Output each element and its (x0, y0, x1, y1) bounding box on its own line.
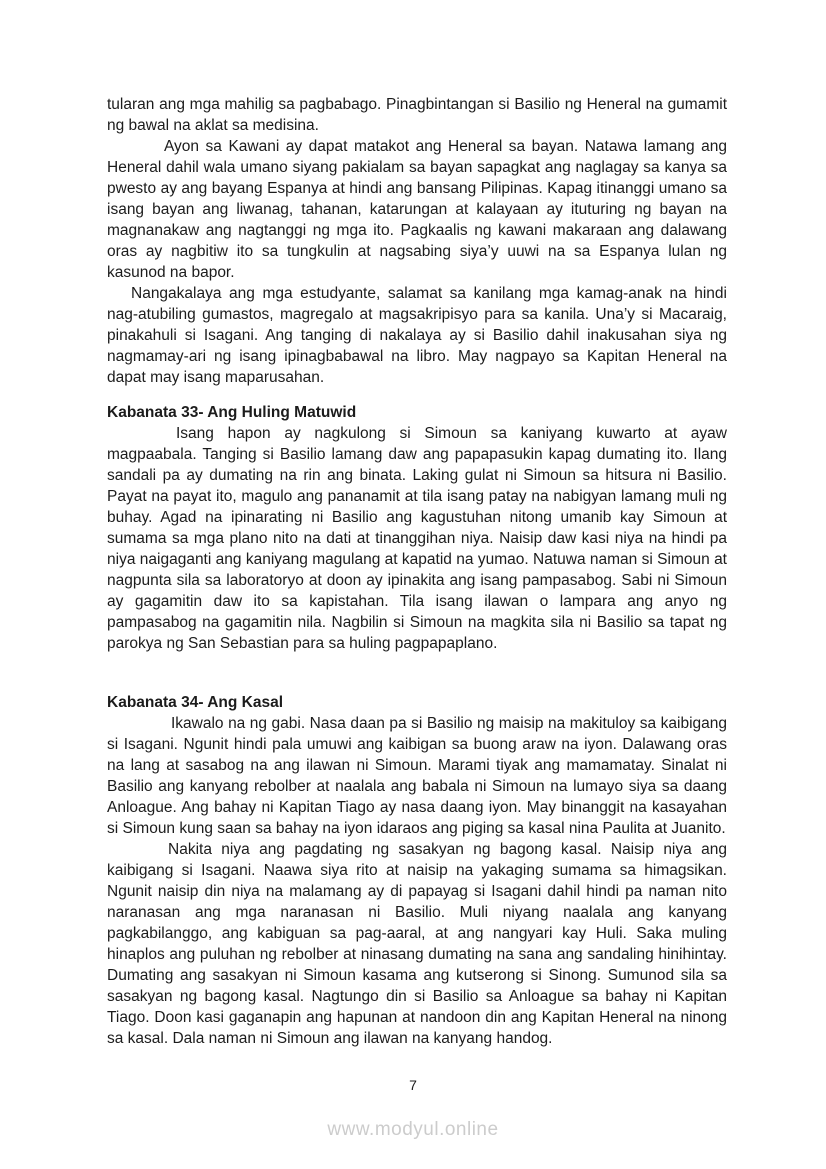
paragraph-continuation: tularan ang mga mahilig sa pagbabago. Pinagbintangan si Basilio ng Heneral na gumamit ng bawal na aklat sa medisina. (107, 96, 727, 134)
paragraph: Nangakalaya ang mga estudyante, salamat sa kanilang mga kamag-anak na hindi nag-atubiling gumastos, magregalo at magsakripisyo para sa kanila. Una’y si Macaraig, pinakahuli si Isagani. Ang tanging di nakalaya ay si Basilio dahil inakusahan siya ng nagmamay-ari ng isang ipinagbabawal na libro. May nagpayo sa Kapitan Heneral na dapat may isang maparusahan. (107, 285, 727, 386)
paragraph: Ikawalo na ng gabi. Nasa daan pa si Basilio ng maisip na makituloy sa kaibigang si Isagani. Ngunit hindi pala umuwi ang kaibigan sa buong araw na iyon. Dalawang oras na lang at sasabog na ang ilawan ni Simoun. Marami tiyak ang mamamatay. Sinalat ni Basilio ang kanyang rebolber at naalala ang babala ni Simoun na lumayo siya sa daang Anloague. Ang bahay ni Kapitan Tiago ay nasa daang iyon. May binanggit na kasayahan si Simoun kung saan sa bahay na iyon idaraos ang piging sa kasal nina Paulita at Juanito. (107, 715, 727, 837)
paragraph: Isang hapon ay nagkulong si Simoun sa kaniyang kuwarto at ayaw magpaabala. Tanging si Basilio lamang daw ang papapasukin kapag dumating ito. Ilang sandali pa ay dumating na rin ang binata. Laking gulat ni Simoun sa hitsura ni Basilio. Payat na payat ito, magulo ang pananamit at tila isang patay na nabigyan lamang muli ng buhay. Agad na ipinarating ni Basilio ang kagustuhan nitong umanib kay Simoun at sumama sa mga plano nito na dati at tinanggihan niya. Naisip daw kasi niya na hindi pa niya naigaganti ang kaniyang magulang at kapatid na yumao. Natuwa naman si Simoun at nagpunta sila sa laboratoryo at doon ay ipinakita ang isang pampasabog. Sabi ni Simoun ay gagamitin daw ito sa kapistahan. Tila isang ilawan o lampara ang anyo ng pampasabog na gagamitin nila. Nagbilin si Simoun na magkita sila ni Basilio sa tapat ng parokya ng San Sebastian para sa huling pagpapaplano. (107, 425, 727, 652)
paragraph: Ayon sa Kawani ay dapat matakot ang Heneral sa bayan. Natawa lamang ang Heneral dahil wala umano siyang pakialam sa bayan sapagkat ang naglagay sa kanya sa pwesto ay ang bayang Espanya at hindi ang bansang Pilipinas. Kapag itinanggi umano sa isang bayan ang liwanag, tahanan, katarungan at kalayaan ay ituturing ng bayan na magnanakaw ang nagtanggi ng mga ito. Pagkaalis ng kawani makaraan ang dalawang oras ay nagbitiw ito sa tungkulin at nagsabing siya’y uuwi na sa Espanya lulan ng kasunod na bapor. (107, 138, 727, 281)
chapter-heading-33: Kabanata 33- Ang Huling Matuwid (107, 404, 357, 421)
page-number: 7 (409, 1077, 417, 1093)
paragraph: Nakita niya ang pagdating ng sasakyan ng bagong kasal. Naisip niya ang kaibigang si Isagani. Naawa siya rito at naisip na yakaging sumama sa himagsikan. Ngunit naisip din niya na malamang ay di papayag si Isagani dahil hindi pa naman nito naranasan ang mga naranasan ni Basilio. Muli niyang naalala ang kanyang pagkabilanggo, ang kabiguan sa pag-aaral, at ang nangyari kay Huli. Saka muling hinaplos ang puluhan ng rebolber at ninasang dumating na sana ang sandaling hinihintay. Dumating ang sasakyan ni Simoun kasama ang kutserong si Sinong. Sumunod sila sa sasakyan ng bagong kasal. Nagtungo din si Basilio sa Anloague sa bahay ni Kapitan Tiago. Doon kasi gaganapin ang hapunan at nandoon din ang Kapitan Heneral na ninong sa kasal. Dala naman ni Simoun ang ilawan na kanyang handog. (107, 841, 727, 1047)
watermark-text: www.modyul.online (327, 1119, 499, 1140)
chapter-heading-34: Kabanata 34- Ang Kasal (107, 694, 284, 711)
page-body (107, 94, 727, 1049)
